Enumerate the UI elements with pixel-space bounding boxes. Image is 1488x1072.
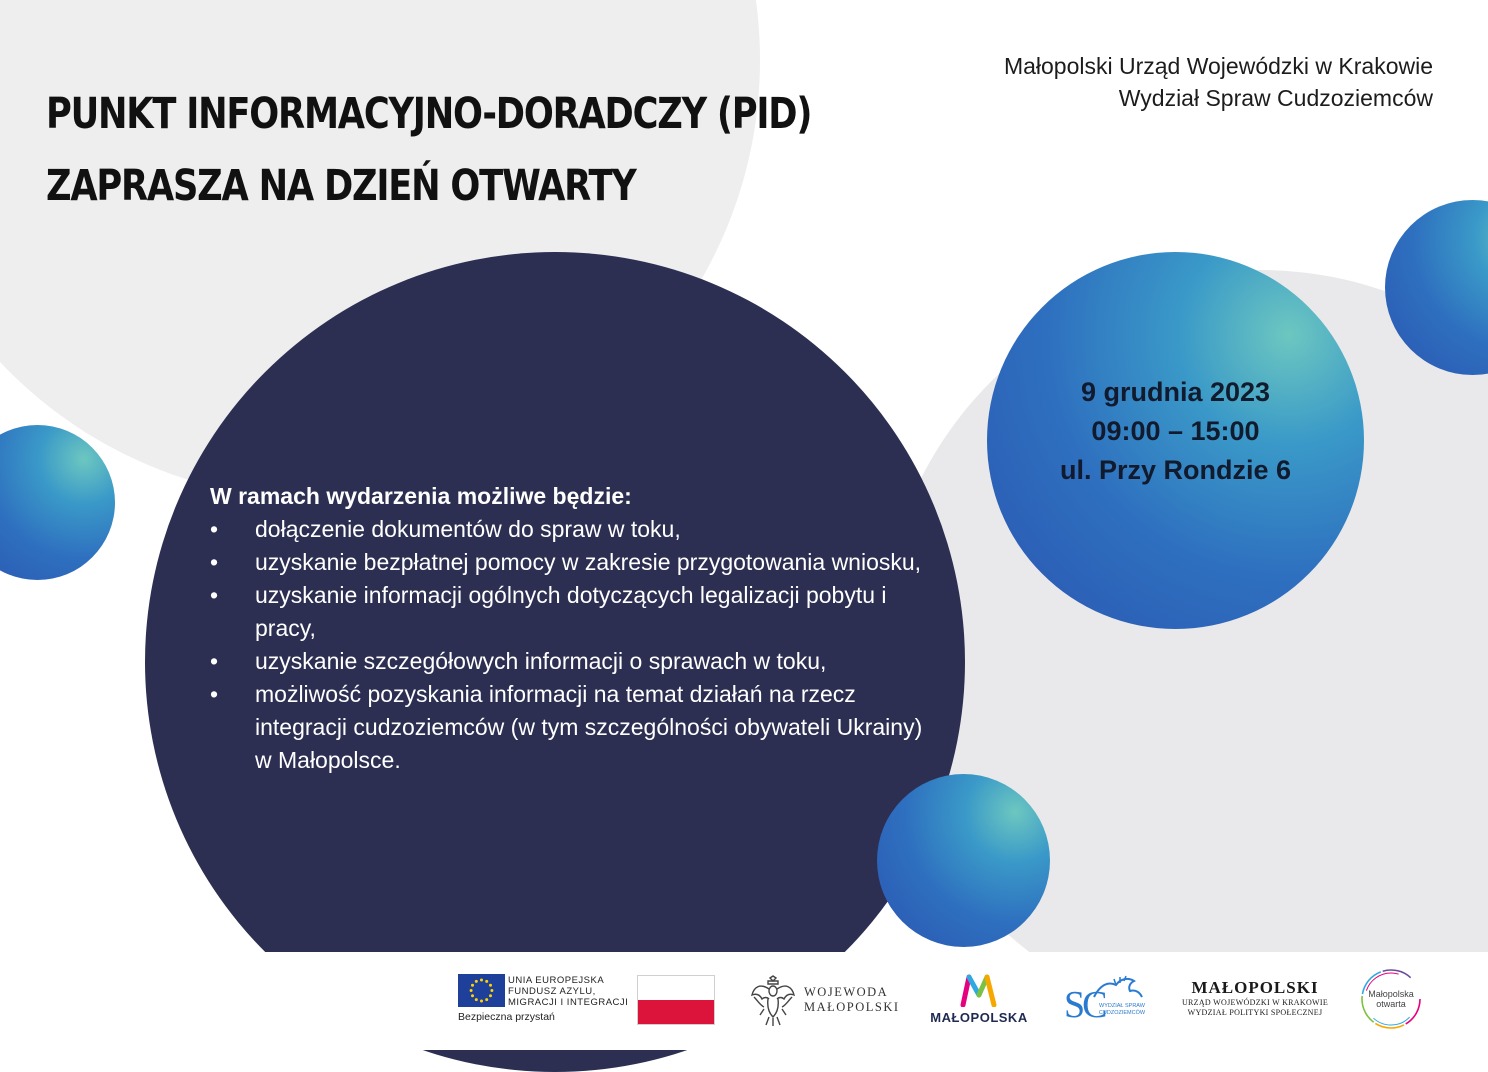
list-item-text: uzyskanie informacji ogólnych dotyczących legalizacji pobytu i pracy, <box>255 582 887 641</box>
wsc-text-line-1: WYDZIAŁ SPRAW <box>1099 1003 1145 1009</box>
list-item-text: dołączenie dokumentów do spraw w toku, <box>255 516 681 542</box>
bullet-icon: • <box>210 549 219 575</box>
page-title-line-1: PUNKT INFORMACYJNO-DORADCZY (PID) <box>46 89 812 139</box>
muw-logo-subtitle <box>1175 998 1335 1018</box>
list-item <box>210 579 940 645</box>
organization-department: Wydział Spraw Cudzoziemców <box>1118 85 1433 111</box>
list-item <box>210 513 940 546</box>
list-item <box>210 678 940 777</box>
organization-block <box>1004 50 1433 114</box>
eu-text-line-2: FUNDUSZ AZYLU, <box>508 986 596 997</box>
muw-logo-line-2: URZĄD WOJEWÓDZKI W KRAKOWIE <box>1181 998 1329 1007</box>
list-item <box>210 546 940 579</box>
eagle-emblem-icon <box>750 975 796 1027</box>
organization-name: Małopolski Urząd Wojewódzki w Krakowie <box>1003 53 1433 79</box>
info-block <box>210 480 940 777</box>
info-list <box>210 513 940 777</box>
event-details <box>987 373 1364 490</box>
event-date: 9 grudnia 2023 <box>1080 377 1271 407</box>
muw-logo-line-3: WYDZIAŁ POLITYKI SPOŁECZNEJ <box>1187 1008 1323 1017</box>
eu-fund-logo <box>458 974 629 1024</box>
info-heading: W ramach wydarzenia możliwe będzie: <box>210 483 632 509</box>
wydzial-spraw-cudzoziemcow-logo <box>1062 975 1152 1030</box>
bullet-icon: • <box>210 582 219 608</box>
page-title-line-2: ZAPRASZA NA DZIEŃ OTWARTY <box>46 161 636 211</box>
wsc-text <box>1096 1003 1148 1017</box>
wojewoda-text-line-2: MAŁOPOLSKI <box>804 1000 900 1014</box>
wojewoda-text-line-1: WOJEWODA <box>804 985 889 999</box>
eu-text-line-3: MIGRACJI I INTEGRACJI <box>508 997 629 1008</box>
muw-social-policy-logo <box>1175 978 1335 1023</box>
wojewoda-text <box>804 985 900 1015</box>
list-item-text: możliwość pozyskania informacji na temat działań na rzecz integracji cudzoziemców (w tym szczególności obywateli Ukrainy) w Małopolsce. <box>255 681 923 773</box>
decorative-bubble-bottom <box>877 774 1050 947</box>
eu-text-line-1: UNIA EUROPEJSKA <box>508 975 605 986</box>
event-time: 09:00 – 15:00 <box>1091 416 1260 446</box>
malopolska-otwarta-logo <box>1358 966 1424 1032</box>
page-title <box>46 78 812 222</box>
wsc-text-line-2: CUDZOZIEMCÓW <box>1098 1010 1146 1016</box>
eu-fund-subtitle: Bezpieczna przystań <box>458 1011 555 1023</box>
wojewoda-logo <box>750 975 900 1027</box>
wsc-letters: SC <box>1064 984 1105 1026</box>
otwarta-text <box>1358 989 1424 1009</box>
polish-flag-icon <box>637 975 715 1025</box>
eu-fund-text <box>508 975 628 1008</box>
bullet-icon: • <box>210 516 219 542</box>
bullet-icon: • <box>210 681 219 707</box>
list-item-text: uzyskanie bezpłatnej pomocy w zakresie przygotowania wniosku, <box>255 549 922 575</box>
eu-flag-icon <box>458 974 505 1007</box>
colorful-m-icon <box>960 973 998 1007</box>
list-item <box>210 645 940 678</box>
malopolska-text: MAŁOPOLSKA <box>930 1010 1028 1025</box>
malopolska-logo <box>925 973 1035 1028</box>
decorative-bubble-left <box>0 425 115 580</box>
muw-logo-title: MAŁOPOLSKI <box>1191 978 1319 997</box>
bullet-icon: • <box>210 648 219 674</box>
list-item-text: uzyskanie szczegółowych informacji o sprawach w toku, <box>255 648 827 674</box>
otwarta-text-line-2: otwarta <box>1376 999 1406 1009</box>
event-address: ul. Przy Rondzie 6 <box>1059 455 1292 485</box>
otwarta-text-line-1: Małopolska <box>1368 989 1414 999</box>
